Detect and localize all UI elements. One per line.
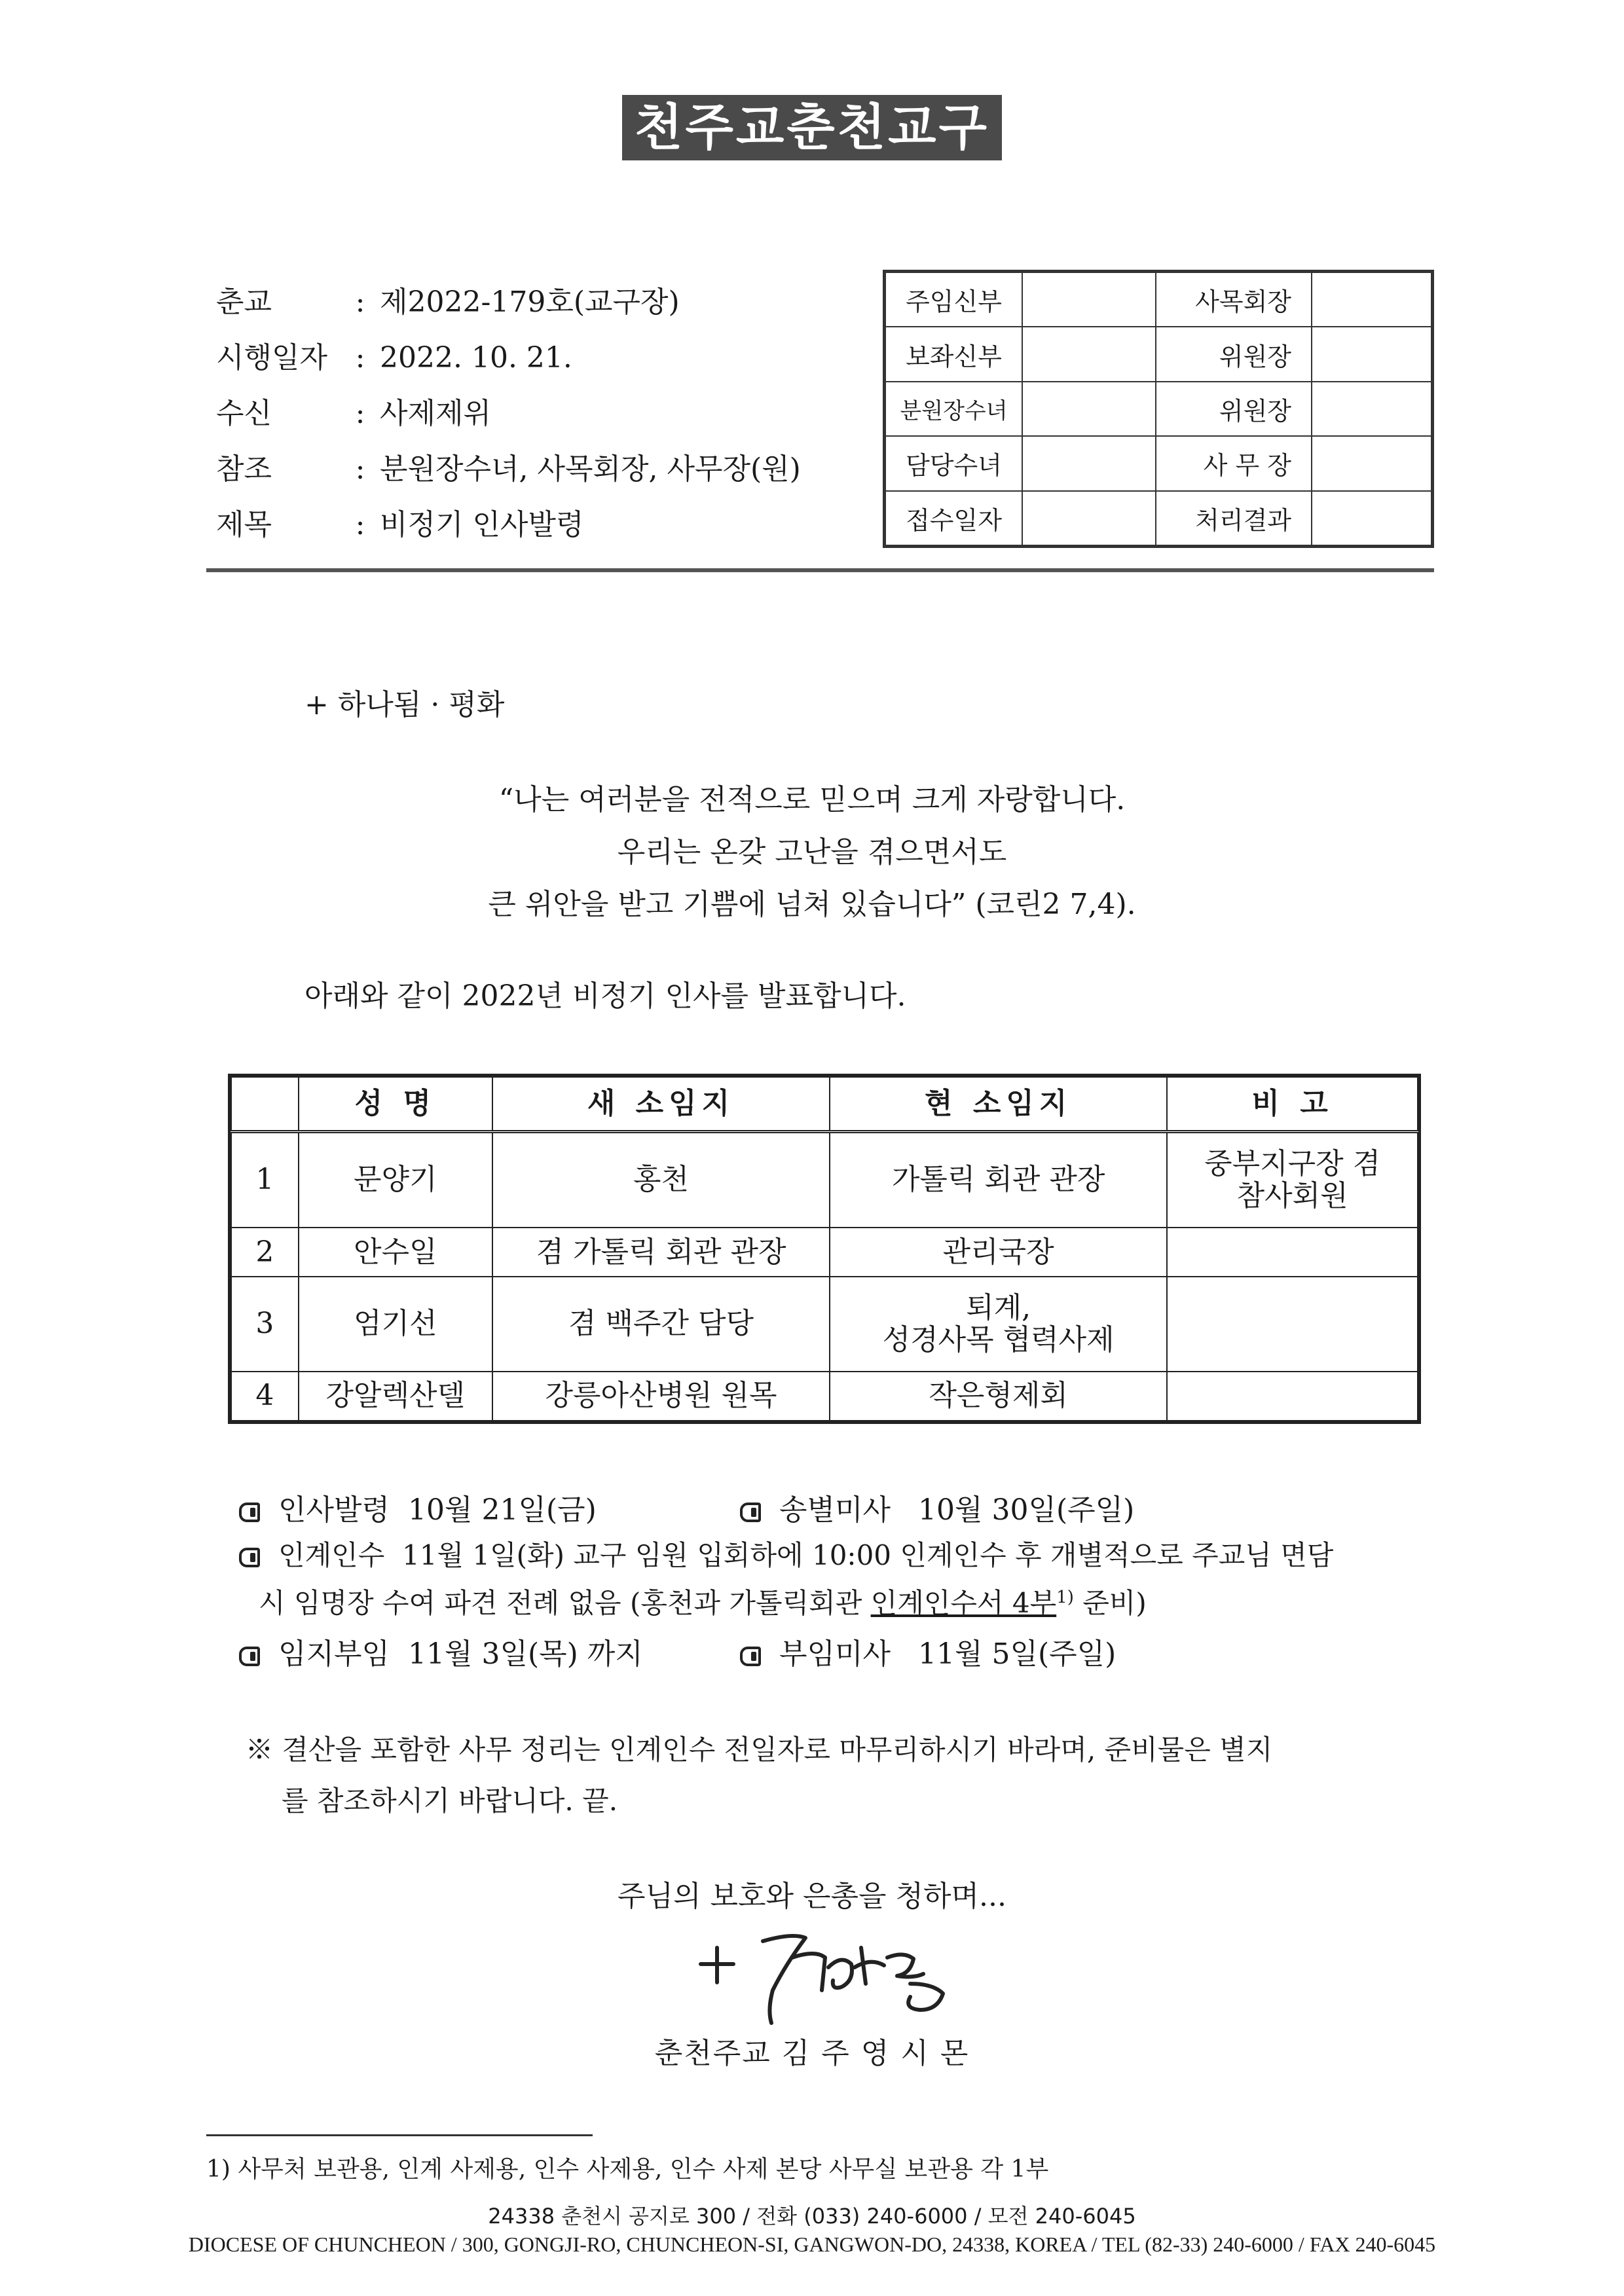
schedule-continuation: 시 임명장 수여 파견 전례 없음 (홍천과 가톨릭회관 인계인수서 4부$^{1)}$ 준비) bbox=[259, 1587, 1147, 1619]
schedule-item: 인사발령 10월 21일(금) bbox=[239, 1486, 597, 1528]
bullet-icon bbox=[239, 1647, 260, 1666]
quote-line: “나는 여러분을 전적으로 믿으며 크게 자랑합니다. bbox=[498, 783, 1126, 816]
recipient-row: 수신 : 사제제위 bbox=[216, 394, 491, 433]
bullet-icon bbox=[239, 1503, 260, 1522]
meta-label: 참조 bbox=[216, 452, 272, 486]
closing-text: 주님의 보호와 은총을 청하며... bbox=[618, 1880, 1006, 1913]
table-row: 4 강알렉산델 강릉아산병원 원목 작은형제회 bbox=[231, 1372, 1418, 1421]
approval-row: 담당수녀 사 무 장 bbox=[885, 436, 1431, 490]
table-row: 2 안수일 겸 가톨릭 회관 관장 관리국장 bbox=[231, 1228, 1418, 1277]
bullet-icon bbox=[740, 1503, 761, 1522]
meta-value: 비정기 인사발령 bbox=[380, 508, 584, 541]
letterhead-logo: 천주교춘천교구 bbox=[622, 95, 1002, 160]
schedule-item: 송별미사 10월 30일(주일) bbox=[740, 1486, 1134, 1528]
footnote-divider bbox=[206, 2134, 593, 2136]
sender-name: 춘천주교 김 주 영 시 몬 bbox=[654, 2037, 970, 2070]
meta-label: 시행일자 bbox=[216, 341, 328, 374]
address-english: DIOCESE OF CHUNCHEON / 300, GONGJI-RO, CHUNCHEON-SI, GANGWON-DO, 24338, KOREA / TEL (82-33) 240-6000 / FAX 240-6045 bbox=[188, 2232, 1436, 2256]
footnote: 1) 사무처 보관용, 인계 사제용, 인수 사제용, 인수 사제 본당 사무실 보관용 각 1부 bbox=[206, 2156, 1049, 2183]
schedule-item: 임지부임 11월 3일(목) 까지 bbox=[239, 1630, 643, 1672]
meta-label: 수신 bbox=[216, 397, 272, 430]
table-row: 1 문양기 홍천 가톨릭 회관 관장 중부지구장 겸 참사회원 bbox=[231, 1132, 1418, 1228]
table-row: 3 엄기선 겸 백주간 담당 퇴계, 성경사목 협력사제 bbox=[231, 1277, 1418, 1372]
meta-value: 제2022-179호(교구장) bbox=[380, 285, 680, 319]
doc-number-row: 춘교 : 제2022-179호(교구장) bbox=[216, 283, 680, 322]
meta-label: 제목 bbox=[216, 508, 272, 541]
bullet-icon bbox=[740, 1647, 761, 1666]
signature-image bbox=[694, 1918, 969, 2030]
intro-text: 아래와 같이 2022년 비정기 인사를 발표합니다. bbox=[304, 979, 906, 1013]
meta-value: 2022. 10. 21. bbox=[380, 341, 572, 374]
address-korean: 24338 춘천시 공지로 300 / 전화 (033) 240-6000 / 모전 240-6045 bbox=[488, 2204, 1136, 2229]
header-divider bbox=[206, 568, 1434, 572]
quote-line: 큰 위안을 받고 기쁨에 넘쳐 있습니다” (코린2 7,4). bbox=[488, 888, 1136, 921]
approval-row: 보좌신부 위원장 bbox=[885, 327, 1431, 381]
schedule-item: 인계인수 11월 1일(화) 교구 임원 입회하에 10:00 인계인수 후 개별적으로 주교님 면담 bbox=[239, 1534, 1333, 1573]
reference-row: 참조 : 분원장수녀, 사목회장, 사무장(원) bbox=[216, 450, 801, 489]
table-header: 성 명 새 소임지 현 소임지 비 고 bbox=[231, 1077, 1418, 1132]
note-text: ※ 결산을 포함한 사무 정리는 인계인수 전일자로 마무리하시기 바라며, 준비물은 별지 bbox=[246, 1734, 1273, 1766]
appointment-table bbox=[228, 1074, 1421, 1424]
approval-row: 분원장수녀 위원장 bbox=[885, 382, 1431, 436]
meta-value: 분원장수녀, 사목회장, 사무장(원) bbox=[380, 452, 801, 486]
subject-row: 제목 : 비정기 인사발령 bbox=[216, 505, 584, 545]
meta-label: 춘교 bbox=[216, 285, 272, 319]
date-row: 시행일자 : 2022. 10. 21. bbox=[216, 338, 572, 378]
approval-box bbox=[883, 270, 1434, 548]
approval-row: 접수일자 처리결과 bbox=[885, 491, 1431, 545]
bullet-icon bbox=[239, 1548, 260, 1567]
schedule-item: 부임미사 11월 5일(주일) bbox=[740, 1630, 1116, 1672]
meta-value: 사제제위 bbox=[380, 397, 492, 430]
quote-line: 우리는 온갖 고난을 겪으면서도 bbox=[617, 835, 1007, 869]
approval-row: 주임신부 사목회장 bbox=[885, 272, 1431, 327]
greeting: + 하나됨 · 평화 bbox=[304, 688, 505, 721]
note-text: 를 참조하시기 바랍니다. 끝. bbox=[282, 1785, 618, 1817]
